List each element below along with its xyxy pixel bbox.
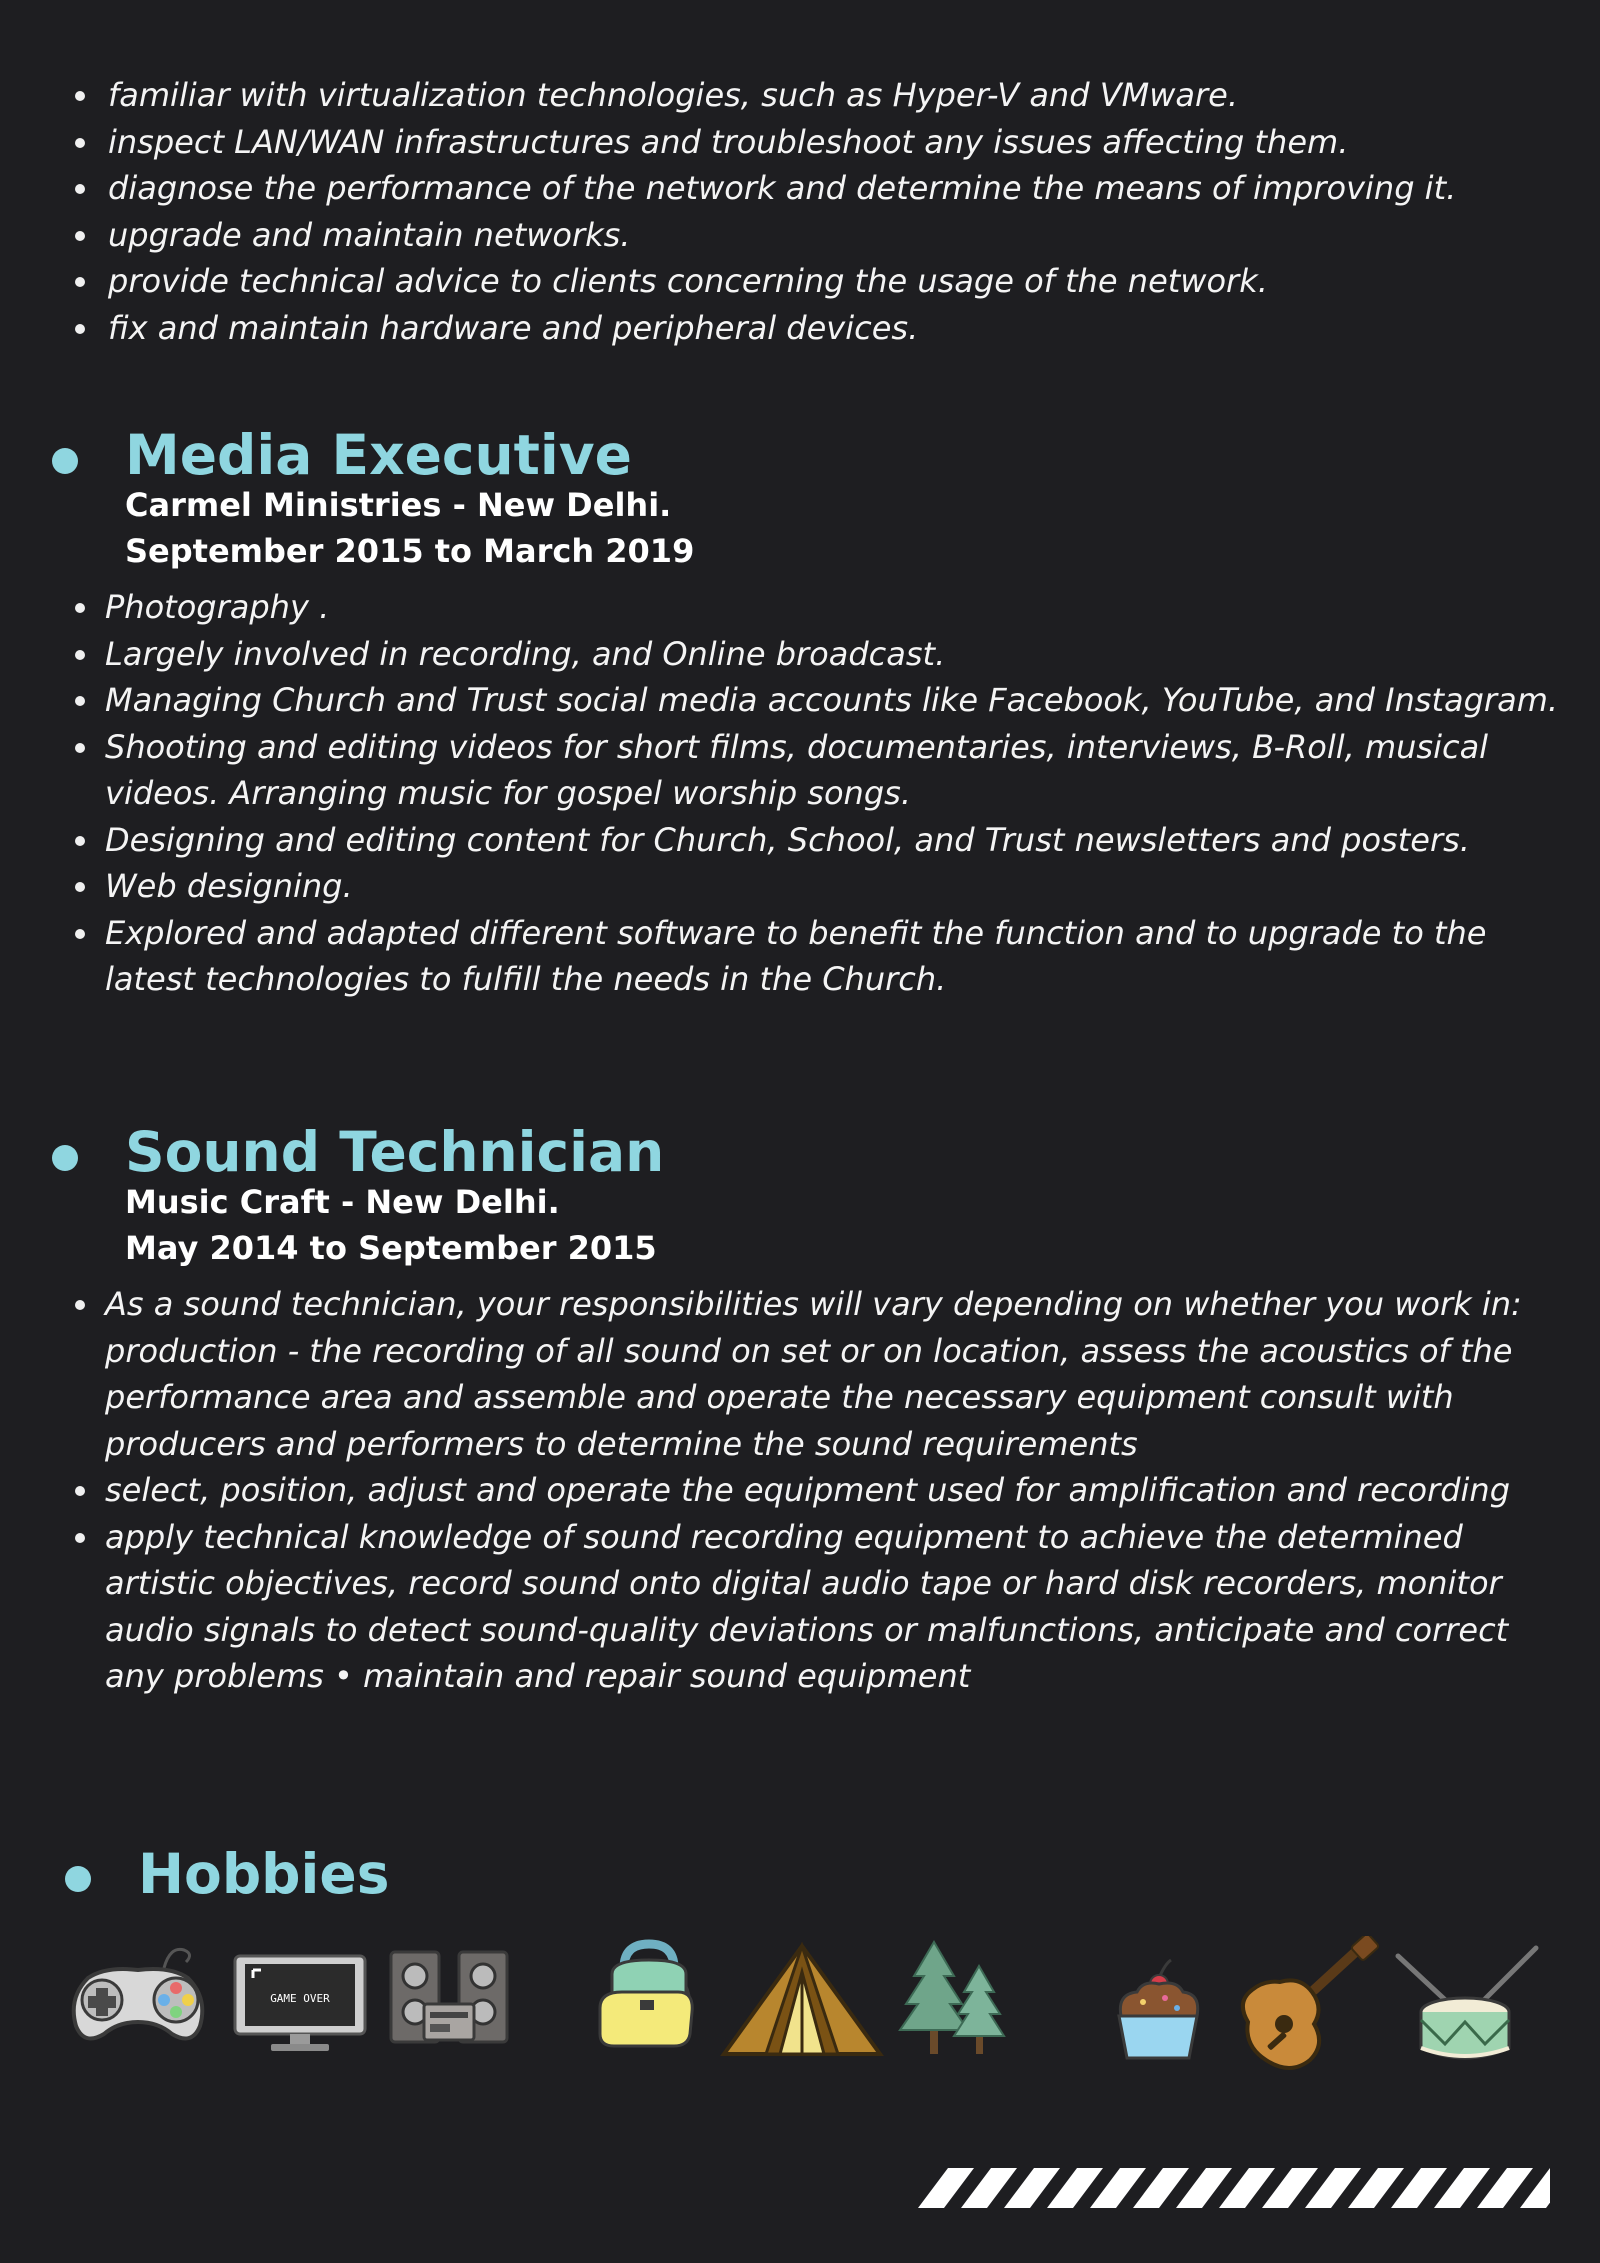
backpack-icon — [594, 1938, 704, 2050]
list-item: apply technical knowledge of sound recording equipment to achieve the determined artistic objectives, record sound onto digital audio tape or hard disk recorders, monitor audio signals to detect sound-quality deviations or malfunctions, anticipate and correct any problems • maintain and repair sound equipment — [105, 1514, 1565, 1700]
section-bullet — [65, 1866, 91, 1892]
gamepad-icon — [66, 1940, 211, 2050]
section-bullet — [52, 1145, 78, 1171]
list-item: Largely involved in recording, and Online broadcast. — [105, 631, 1565, 678]
list-item: Explored and adapted different software to benefit the function and to upgrade to the latest technologies to fulfill the needs in the Church. — [105, 910, 1565, 1003]
skills-bullet-list — [108, 72, 1548, 351]
cupcake-icon — [1113, 1954, 1203, 2064]
list-item: Managing Church and Trust social media accounts like Facebook, YouTube, and Instagram. — [105, 677, 1565, 724]
monitor-icon — [231, 1952, 369, 2055]
list-item: Photography . — [105, 584, 1565, 631]
guitar-icon — [1230, 1936, 1380, 2071]
list-item: Web designing. — [105, 863, 1565, 910]
pine-trees-icon — [896, 1938, 1006, 2056]
game-over-text: GAME OVER — [270, 1992, 330, 2005]
job-title-sound-technician: Sound Technician — [125, 1120, 665, 1184]
list-item: upgrade and maintain networks. — [108, 212, 1548, 259]
drum-icon — [1390, 1936, 1540, 2066]
list-item: select, position, adjust and operate the equipment used for amplification and recording — [105, 1467, 1565, 1514]
job-company: Carmel Ministries - New Delhi. — [125, 486, 672, 524]
list-item: diagnose the performance of the network and determine the means of improving it. — [108, 165, 1548, 212]
speakers-icon — [388, 1946, 510, 2050]
list-item: familiar with virtualization technologies, such as Hyper-V and VMware. — [108, 72, 1548, 119]
job-dates: May 2014 to September 2015 — [125, 1229, 657, 1267]
list-item: As a sound technician, your responsibilities will vary depending on whether you work in: production - the recording of all sound on set or on location, assess the acoustics of the performance area and assemble and operate the necessary equipment consult with producers and performers to determine the sound requirements — [105, 1281, 1565, 1467]
tent-icon — [720, 1942, 885, 2062]
job-duties-media-executive — [105, 584, 1565, 1003]
list-item: inspect LAN/WAN infrastructures and troubleshoot any issues affecting them. — [108, 119, 1548, 166]
list-item: fix and maintain hardware and peripheral devices. — [108, 305, 1548, 352]
job-company: Music Craft - New Delhi. — [125, 1183, 560, 1221]
job-duties-sound-technician — [105, 1281, 1565, 1700]
hobbies-title: Hobbies — [138, 1842, 390, 1906]
section-bullet — [52, 448, 78, 474]
decorative-stripes — [910, 2166, 1550, 2211]
list-item: Designing and editing content for Church, School, and Trust newsletters and posters. — [105, 817, 1565, 864]
job-title-media-executive: Media Executive — [125, 423, 632, 487]
job-dates: September 2015 to March 2019 — [125, 532, 695, 570]
list-item: Shooting and editing videos for short films, documentaries, interviews, B-Roll, musical videos. Arranging music for gospel worship songs. — [105, 724, 1565, 817]
list-item: provide technical advice to clients concerning the usage of the network. — [108, 258, 1548, 305]
